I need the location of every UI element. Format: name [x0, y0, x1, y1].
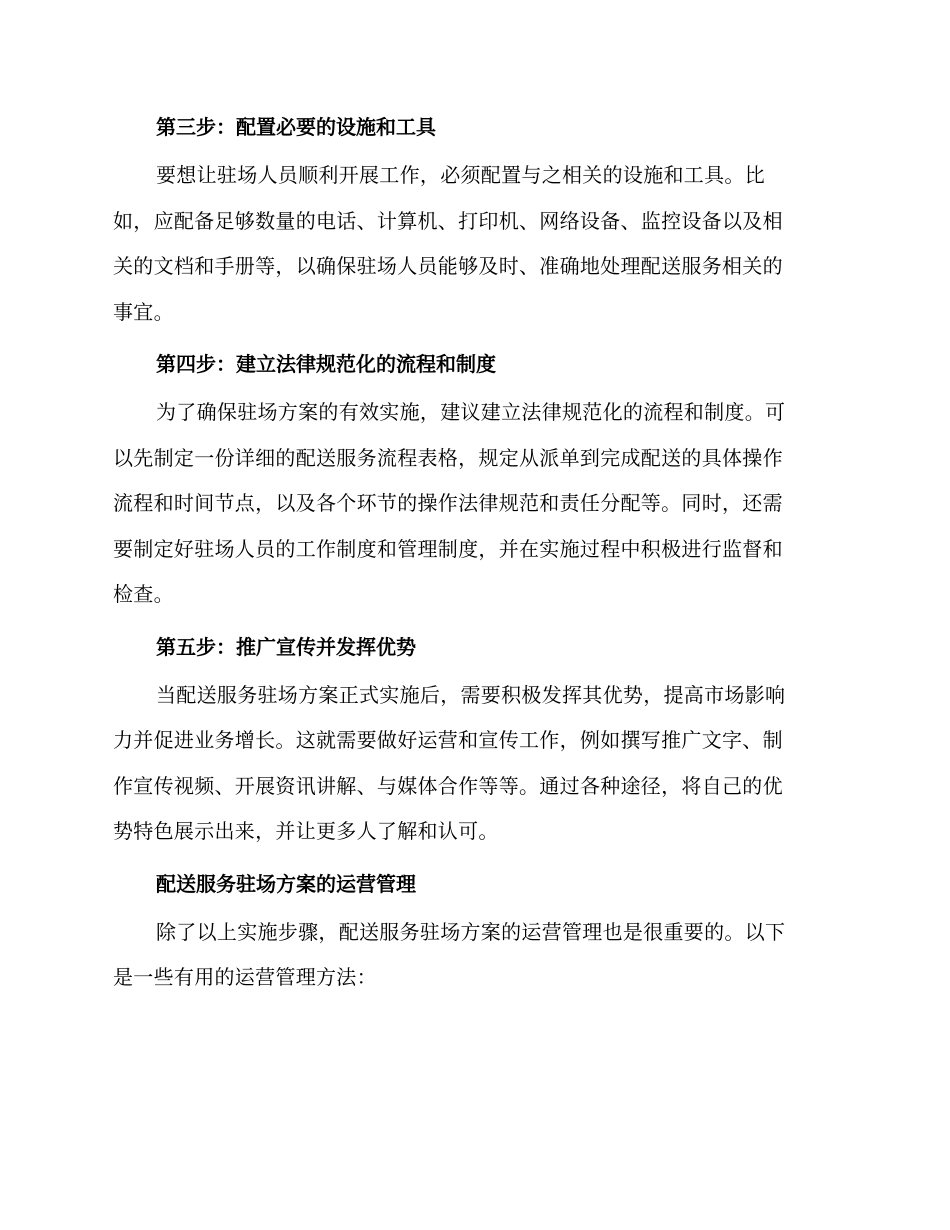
paragraph-line: 流程和时间节点，以及各个环节的操作法律规范和责任分配等。同时，还需	[113, 491, 783, 515]
paragraph-line: 检查。	[113, 582, 174, 606]
paragraph-line: 势特色展示出来，并让更多人了解和认可。	[113, 819, 499, 843]
section-paragraph-step-4	[113, 390, 833, 618]
paragraph-line: 事宜。	[113, 299, 174, 324]
section-paragraph-operations	[113, 910, 833, 1001]
paragraph-line: 除了以上实施步骤，配送服务驻场方案的运营管理也是很重要的。以下	[156, 919, 786, 944]
section-paragraph-step-3	[113, 153, 833, 335]
section-heading-operations: 配送服务驻场方案的运营管理	[156, 871, 416, 896]
section-heading-step-4: 第四步：建立法律规范化的流程和制度	[156, 352, 496, 376]
paragraph-line: 当配送服务驻场方案正式实施后，需要积极发挥其优势，提高市场影响	[156, 682, 786, 707]
section-heading-step-3: 第三步：配置必要的设施和工具	[156, 115, 436, 139]
section-paragraph-step-5	[113, 673, 833, 855]
paragraph-line: 作宣传视频、开展资讯讲解、与媒体合作等等。通过各种途径，将自己的优	[113, 773, 783, 798]
paragraph-line: 要想让驻场人员顺利开展工作，必须配置与之相关的设施和工具。比	[156, 163, 765, 187]
section-heading-step-5: 第五步：推广宣传并发挥优势	[156, 634, 416, 659]
paragraph-line: 如，应配备足够数量的电话、计算机、打印机、网络设备、监控设备以及相	[113, 208, 783, 233]
paragraph-line: 是一些有用的运营管理方法：	[113, 965, 377, 989]
document-body	[113, 112, 833, 1015]
paragraph-line: 要制定好驻场人员的工作制度和管理制度，并在实施过程中积极进行监督和	[113, 536, 783, 561]
paragraph-line: 力并促进业务增长。这就需要做好运营和宣传工作，例如撰写推广文字、制	[113, 728, 783, 752]
paragraph-line: 为了确保驻场方案的有效实施，建议建立法律规范化的流程和制度。可	[156, 400, 786, 424]
paragraph-line: 关的文档和手册等，以确保驻场人员能够及时、准确地处理配送服务相关的	[113, 254, 783, 278]
paragraph-line: 以先制定一份详细的配送服务流程表格，规定从派单到完成配送的具体操作	[113, 445, 783, 470]
